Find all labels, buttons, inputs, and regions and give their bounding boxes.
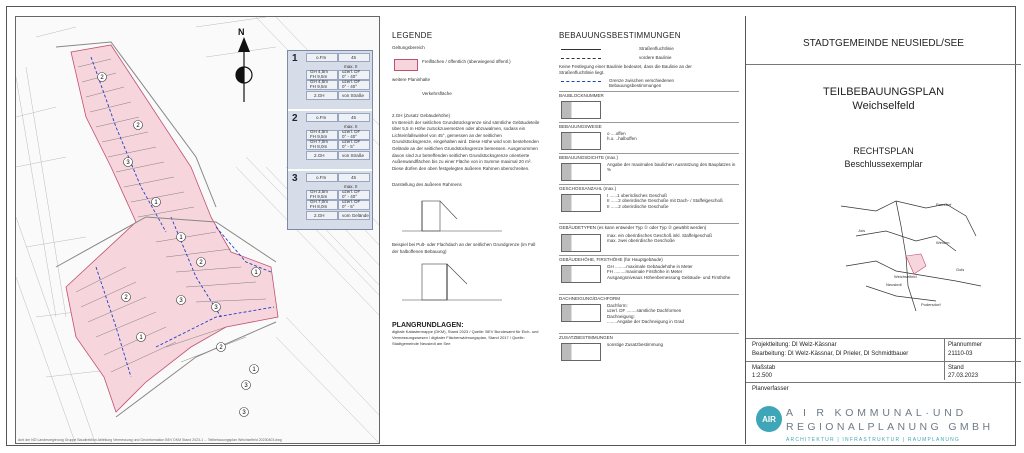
zone-gh-flag: 2.GH bbox=[314, 153, 325, 158]
regulation-section bbox=[559, 333, 739, 362]
regulation-section bbox=[559, 255, 739, 292]
company-line-2: REGIONALPLANUNG GMBH bbox=[786, 421, 994, 433]
plot-label: 2 bbox=[219, 345, 223, 352]
block-boundary-icon bbox=[561, 81, 601, 82]
beispiel-diagram bbox=[392, 258, 512, 313]
plot-label: 3 bbox=[126, 160, 130, 167]
regulation-title: BEBAUUNGSDICHTE (max.) bbox=[559, 153, 739, 160]
bearbeitung: Bearbeitung: DI Welz-Kässnar, DI Prieler, DI Schmidtbauer bbox=[752, 351, 909, 357]
regulation-note: h.o. ..halboffen bbox=[607, 136, 637, 142]
regulation-note: Angabe der maximalen baulichen Ausnützung des Bauplatzes in % bbox=[607, 162, 736, 173]
zone-height-1: GH 4,5m FH 9,5m bbox=[310, 69, 329, 79]
zone-block bbox=[288, 171, 372, 229]
zone-roof-1: uzerl. DF 0° - 40° bbox=[342, 129, 361, 139]
north-label: N bbox=[238, 27, 245, 37]
zone-table bbox=[287, 50, 373, 230]
regulation-symbol-icon bbox=[561, 132, 601, 150]
plot-label: 3 bbox=[242, 410, 246, 417]
legend-row-free bbox=[392, 59, 552, 77]
plot-label: 3 bbox=[214, 305, 218, 312]
plot-label: 3 bbox=[244, 383, 248, 390]
line-building: vordere Baulinie bbox=[639, 55, 672, 60]
zone-floors: max. II bbox=[344, 124, 358, 129]
plan-name: Weichselfeld bbox=[852, 100, 915, 112]
zone-reference: von Straße bbox=[342, 153, 365, 158]
regulation-symbol-icon bbox=[561, 194, 601, 212]
plot-label: 2 bbox=[136, 123, 140, 130]
zone-type: o.Fm bbox=[316, 115, 327, 120]
legend-row-traffic bbox=[392, 91, 552, 105]
title-block bbox=[745, 16, 1021, 444]
regulation-section bbox=[559, 122, 739, 151]
stand-label: Stand bbox=[948, 365, 964, 371]
map-label-gols: Gols bbox=[956, 267, 965, 272]
plot-label: 2 bbox=[100, 75, 104, 82]
regulation-title: BEBAUUNGSWEISE bbox=[559, 122, 739, 129]
line-block: Grenze zwischen verschiedenen Bebauungsbestimmungen bbox=[609, 78, 675, 88]
map-label-neusiedl: Neusiedl bbox=[886, 282, 902, 287]
regulation-note: II ......2 oberirdische Geschoße bbox=[607, 203, 669, 209]
zone-block bbox=[288, 51, 372, 111]
zone-height-2: GH 7,0m FH 8,0m bbox=[310, 199, 329, 209]
site-plan-map bbox=[15, 16, 380, 444]
regulation-title: GEBÄUDETYPEN (es kann entweder Typ ① oder Typ ② gewählt werden) bbox=[559, 223, 739, 231]
zone-reference: vom Gelände bbox=[342, 213, 369, 218]
regulation-symbol-icon bbox=[561, 163, 601, 181]
regulation-note: Ausgangsniveaus Höhenbemessung Gebäude- und Firsthöhe bbox=[607, 274, 731, 280]
zone-type: o.Fm bbox=[316, 175, 327, 180]
plan-title: TEILBEBAUUNGSPLAN bbox=[822, 86, 945, 98]
map-label-jois: Jois bbox=[858, 228, 866, 233]
planverfasser: Planverfasser bbox=[752, 386, 789, 392]
north-arrow-icon bbox=[236, 37, 252, 102]
plot-label: 1 bbox=[254, 270, 258, 277]
gh-text: Im Bereich der seitlichen Grundstücksgrenze sind sämtliche Gebäudeteile über 5,5 m Höhe zurückzuversetzen oder abzuwalmen, sodass ein Lichteinfallswinkel von 45°, gemessen an der seitlichen Grundstücksgrenze, eingehalten wird. Diese Höhe wird vom bestehenden Gelände an der seitlichen Grundstücksgrenze bemessen. Ausgenommen davon sind zur betreffenden seitlichen Grundstücksgrenze orientierte Außenwandflächen bis zu einer Fläche von in Summe maximal 20 m². Diese dürfen den oben festgelegten äußeren Rahmen überschreiten. bbox=[392, 119, 540, 171]
regulation-note: max. zwei oberirdische Geschoße bbox=[607, 238, 675, 244]
zone-gh-flag: 2.GH bbox=[314, 93, 325, 98]
regulation-symbol-icon bbox=[561, 234, 601, 252]
regulation-title: BAUBLOCKNUMMER bbox=[559, 91, 739, 98]
legend-item-traffic: Verkehrsfläche bbox=[422, 91, 452, 96]
regulation-note: sonstige Zusatzbestimmung bbox=[607, 342, 664, 347]
plannummer-label: Plannummer bbox=[948, 342, 983, 348]
zone-block bbox=[288, 111, 372, 171]
massstab-label: Maßstab bbox=[752, 365, 776, 371]
rahmen-diagram bbox=[392, 191, 512, 241]
map-caption: Amt der NÖ Landesregierung Gruppe Baudirektion Abteilung Vermessung und Geoinformation BEV DKM Stand 2023-1 ... Teilbebauungsplan Weichselfeld 20230403.dwg bbox=[18, 438, 282, 442]
zone-roof-1: uzerl. DF 0° - 40° bbox=[342, 189, 361, 199]
map-label-weiden: Weiden bbox=[936, 240, 950, 245]
regulation-note: Dachneigung: bbox=[607, 313, 635, 319]
regulation-section bbox=[559, 153, 739, 182]
legend-heading: LEGENDE bbox=[392, 31, 433, 40]
regulations-panel bbox=[559, 31, 739, 362]
regulation-symbol-icon bbox=[561, 304, 601, 322]
zone-height-1: GH 3,5m FH 9,5m bbox=[310, 189, 329, 199]
regulation-note: uzerl. DF ........sämtliche Dachformen bbox=[607, 308, 682, 314]
beispiel-text: Beispiel bei Pult- oder Flachdach an der seitlichen Grundgrenze (im Fall der halboffenen Bebauung) bbox=[392, 242, 536, 254]
legend-item-boundary: Geltungsbereich bbox=[392, 45, 425, 50]
zone-density: 45 bbox=[351, 115, 357, 120]
line-street: Straßenfluchtlinie bbox=[639, 46, 674, 51]
company-line-3: ARCHITEKTUR | INFRASTRUKTUR | RAUMPLANUNG bbox=[786, 437, 961, 443]
plangrundlagen-text: digitale Katastermappe (DKM), Stand 2023 / Quelle: BEV Bundesamt für Eich- und Vermessungswesen / digitaler Flächenwidmungsplan, Stand 2017 / Quelle: Stadtgemeinde Neusiedl am See bbox=[392, 328, 539, 347]
regulation-title: GESCHOSSANZAHL (max.) bbox=[559, 184, 739, 191]
regulation-section bbox=[559, 91, 739, 120]
plan-sheet bbox=[6, 6, 1016, 446]
plot-label: 3 bbox=[179, 298, 183, 305]
regulation-note: o ....offen bbox=[607, 131, 626, 136]
zone-gh-flag: 2.GH bbox=[314, 213, 325, 218]
regulation-section bbox=[559, 294, 739, 331]
legend-item-other: weitere Planinhalte bbox=[392, 77, 431, 82]
regulation-symbol-icon bbox=[561, 265, 601, 283]
zone-floors: max. II bbox=[344, 64, 358, 69]
regulation-symbol-icon bbox=[561, 343, 601, 361]
regulation-note: FH .........maximale Firsthöhe in Meter bbox=[607, 269, 683, 275]
zone-density: 45 bbox=[351, 55, 357, 60]
regulation-note: max. ein oberirdisches Geschoß inkl. Staffelgeschoß bbox=[607, 233, 712, 238]
building-line-icon bbox=[561, 58, 601, 59]
map-label-parndorf: Parndorf bbox=[936, 202, 952, 207]
zone-number: 3 bbox=[292, 173, 298, 184]
regulation-title: GEBÄUDEHÖHE, FIRSTHÖHE (für Hauptgebäude) bbox=[559, 255, 739, 262]
zone-density: 45 bbox=[351, 175, 357, 180]
zone-roof-2: uzerl. DF 0° - 5° bbox=[342, 139, 361, 149]
rahmen-label: Darstellung des äußeren Rahmens bbox=[392, 182, 462, 188]
zone-roof-2: uzerl. DF 0° - 5° bbox=[342, 199, 361, 209]
legend-panel bbox=[392, 31, 552, 348]
pink-swatch-icon bbox=[394, 59, 418, 71]
regulation-title: DACHNEIGUNG/DACHFORM bbox=[559, 294, 739, 301]
regulation-note: I ......1 oberirdisches Geschoß bbox=[607, 193, 668, 198]
logo-text: AIR bbox=[762, 414, 776, 424]
regulation-section bbox=[559, 223, 739, 253]
plot-label: 2 bbox=[199, 260, 203, 267]
zone-floors: max. II bbox=[344, 184, 358, 189]
location-map bbox=[836, 196, 986, 316]
air-logo-icon bbox=[756, 406, 782, 432]
zone-type: o.Fm bbox=[316, 55, 327, 60]
regulations-heading: BEBAUUNGSBESTIMMUNGEN bbox=[559, 31, 681, 40]
regulation-note: ........Angabe der Dachneigung in Grad bbox=[607, 319, 685, 325]
zone-height-2: GH 7,0m FH 8,0m bbox=[310, 139, 329, 149]
zone-roof-1: uzerl. DF 0° - 40° bbox=[342, 69, 361, 79]
zone-number: 2 bbox=[292, 113, 298, 124]
projektleitung: Projektleitung: DI Welz-Kässnar bbox=[752, 342, 837, 348]
plot-label: 1 bbox=[252, 367, 256, 374]
regulation-title: ZUSATZBESTIMMUNGEN bbox=[559, 333, 739, 340]
regulation-note: GH .........maximale Gebäudehöhe in Meter bbox=[607, 264, 693, 269]
plot-label: 1 bbox=[139, 335, 143, 342]
map-label-podersdorf: Podersdorf bbox=[921, 302, 941, 307]
plot-label: 1 bbox=[154, 200, 158, 207]
gh-title: 2.GH (Zusatz Gebäudehöhe) bbox=[392, 113, 451, 118]
legend-row-boundary bbox=[392, 45, 552, 59]
map-label-weichselfeld: Weichselfeld bbox=[894, 274, 917, 279]
zone-height-1: GH 4,5m FH 9,5m bbox=[310, 129, 329, 139]
massstab: 1:2.500 bbox=[752, 373, 773, 379]
legend-row-other bbox=[392, 77, 552, 91]
plot-label: 1 bbox=[179, 235, 183, 242]
plan-subtype: Beschlussexemplar bbox=[844, 159, 923, 169]
zone-number: 1 bbox=[292, 53, 298, 64]
regulation-note: II ......2 oberirdische Geschoße mit Dach- / Staffelgeschoß bbox=[607, 198, 723, 204]
plangrundlagen-heading: PLANGRUNDLAGEN: bbox=[392, 321, 464, 329]
line-note: Keine Festlegung einer Baulinie bedeutet, dass die Baulinie an der Straßenfluchtlinie liegt. bbox=[559, 64, 692, 75]
municipality: STADTGEMEINDE NEUSIEDL/SEE bbox=[803, 38, 964, 49]
zone-roof-2: uzerl. DF 0° - 40° bbox=[342, 79, 361, 89]
zone-reference: von Straße bbox=[342, 93, 365, 98]
stand: 27.03.2023 bbox=[948, 373, 979, 379]
regulations-sections bbox=[559, 91, 739, 362]
plot-label: 2 bbox=[124, 295, 128, 302]
regulation-symbol-icon bbox=[561, 101, 601, 119]
street-line-icon bbox=[561, 49, 601, 50]
legend-item-free: Freiflächen / öffentlich (überwiegend öffentl.) bbox=[422, 59, 511, 64]
company-line-1: A I R KOMMUNAL·UND bbox=[786, 407, 967, 419]
plan-type: RECHTSPLAN bbox=[853, 146, 914, 156]
plannummer: 21110-03 bbox=[948, 351, 973, 357]
zone-height-2: GH 4,5m FH 9,5m bbox=[310, 79, 329, 89]
regulation-note: Dachform: bbox=[607, 303, 628, 308]
regulation-section bbox=[559, 184, 739, 221]
